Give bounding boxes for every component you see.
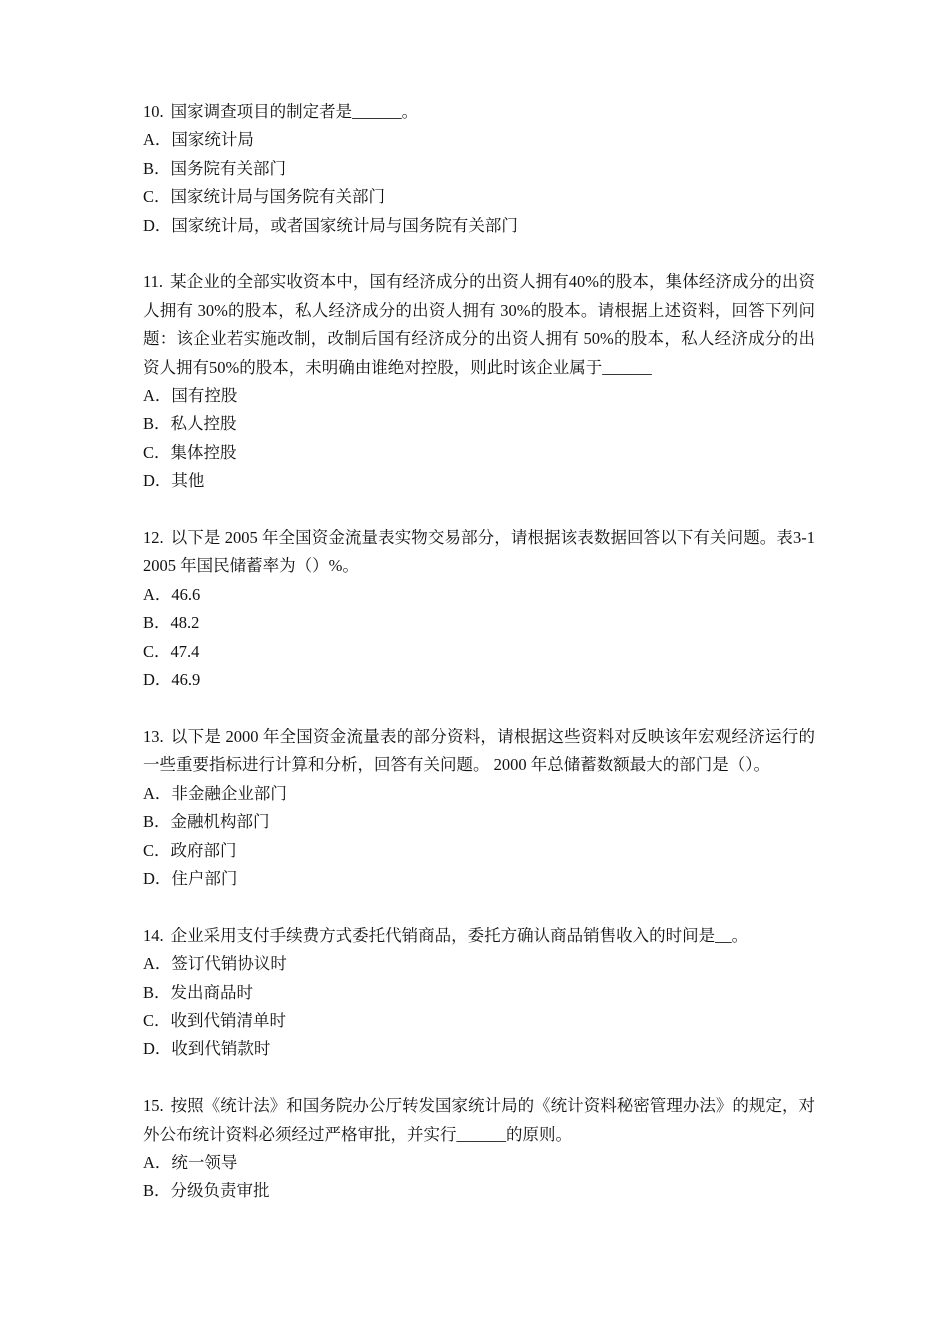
option-line: B．私人控股 [143, 414, 237, 434]
option-line: A．国家统计局 [143, 130, 254, 150]
question-text-line [143, 1092, 815, 1149]
option-line: C．政府部门 [143, 840, 237, 860]
question-text-line [143, 723, 815, 780]
question-text: 某企业的全部实收资本中，国有经济成分的出资人拥有40%的股本，集体经济成分的出资人拥有 30%的股本，私人经济成分的出资人拥有 30%的股本。请根据上述资料，回答下列问题：该企业若实施改制，改制后国有经济成分的出资人拥有 50%的股本，私人经济成分的出资人拥有50%的股本，未明确由谁绝对控股，则此时该企业属于______ [143, 272, 815, 377]
option-line: B．国务院有关部门 [143, 158, 287, 178]
option-line: C．47.4 [143, 641, 200, 661]
option-line: B．金融机构部门 [143, 812, 270, 832]
option-line: A．统一领导 [143, 1152, 238, 1172]
questions-list [143, 98, 815, 1234]
question-block [143, 922, 815, 1064]
option-line: D．46.9 [143, 670, 201, 690]
options-list [143, 1149, 815, 1206]
question-block [143, 268, 815, 495]
option-line: B．分级负责审批 [143, 1181, 270, 1201]
question-text-line [143, 98, 815, 126]
option-line: A．国有控股 [143, 386, 238, 406]
question-text: 企业采用支付手续费方式委托代销商品，委托方确认商品销售收入的时间是__。 [170, 925, 749, 945]
question-number: 14. [143, 925, 164, 945]
question-text-line [143, 524, 815, 581]
question-text-line [143, 268, 815, 382]
options-list [143, 382, 815, 496]
option-line: D．收到代销款时 [143, 1039, 271, 1059]
question-number: 12. [143, 528, 164, 548]
option-line: A．46.6 [143, 584, 201, 604]
question-text: 以下是 2000 年全国资金流量表的部分资料，请根据这些资料对反映该年宏观经济运行的一些重要指标进行计算和分析，回答有关问题。 2000 年总储蓄数额最大的部门是（）。 [143, 726, 815, 775]
option-line: B．发出商品时 [143, 982, 254, 1002]
option-line: C．国家统计局与国务院有关部门 [143, 187, 386, 207]
option-line: D．国家统计局，或者国家统计局与国务院有关部门 [143, 215, 518, 235]
option-line: A．签订代销协议时 [143, 954, 287, 974]
question-block [143, 98, 815, 240]
question-text: 国家调查项目的制定者是______。 [170, 102, 419, 121]
question-block [143, 723, 815, 893]
question-number: 11. [143, 272, 164, 292]
question-text: 按照《统计法》和国务院办公厅转发国家统计局的《统计资料秘密管理办法》的规定，对外公布统计资料必须经过严格审批，并实行______的原则。 [143, 1096, 815, 1144]
options-list [143, 581, 815, 695]
question-number: 10. [143, 102, 164, 121]
options-list [143, 780, 815, 894]
question-block [143, 524, 815, 694]
option-line: A．非金融企业部门 [143, 783, 287, 803]
option-line: D．其他 [143, 471, 205, 491]
question-number: 15. [143, 1096, 164, 1116]
option-line: B．48.2 [143, 613, 200, 633]
question-text-line [143, 922, 815, 950]
option-line: D．住户部门 [143, 868, 238, 888]
options-list [143, 950, 815, 1064]
option-line: C．集体控股 [143, 442, 237, 462]
options-list [143, 126, 815, 240]
option-line: C．收到代销清单时 [143, 1010, 287, 1030]
question-number: 13. [143, 726, 164, 746]
question-text: 以下是 2005 年全国资金流量表实物交易部分，请根据该表数据回答以下有关问题。表3-1 2005 年国民储蓄率为（）%。 [143, 528, 815, 576]
question-block [143, 1092, 815, 1206]
